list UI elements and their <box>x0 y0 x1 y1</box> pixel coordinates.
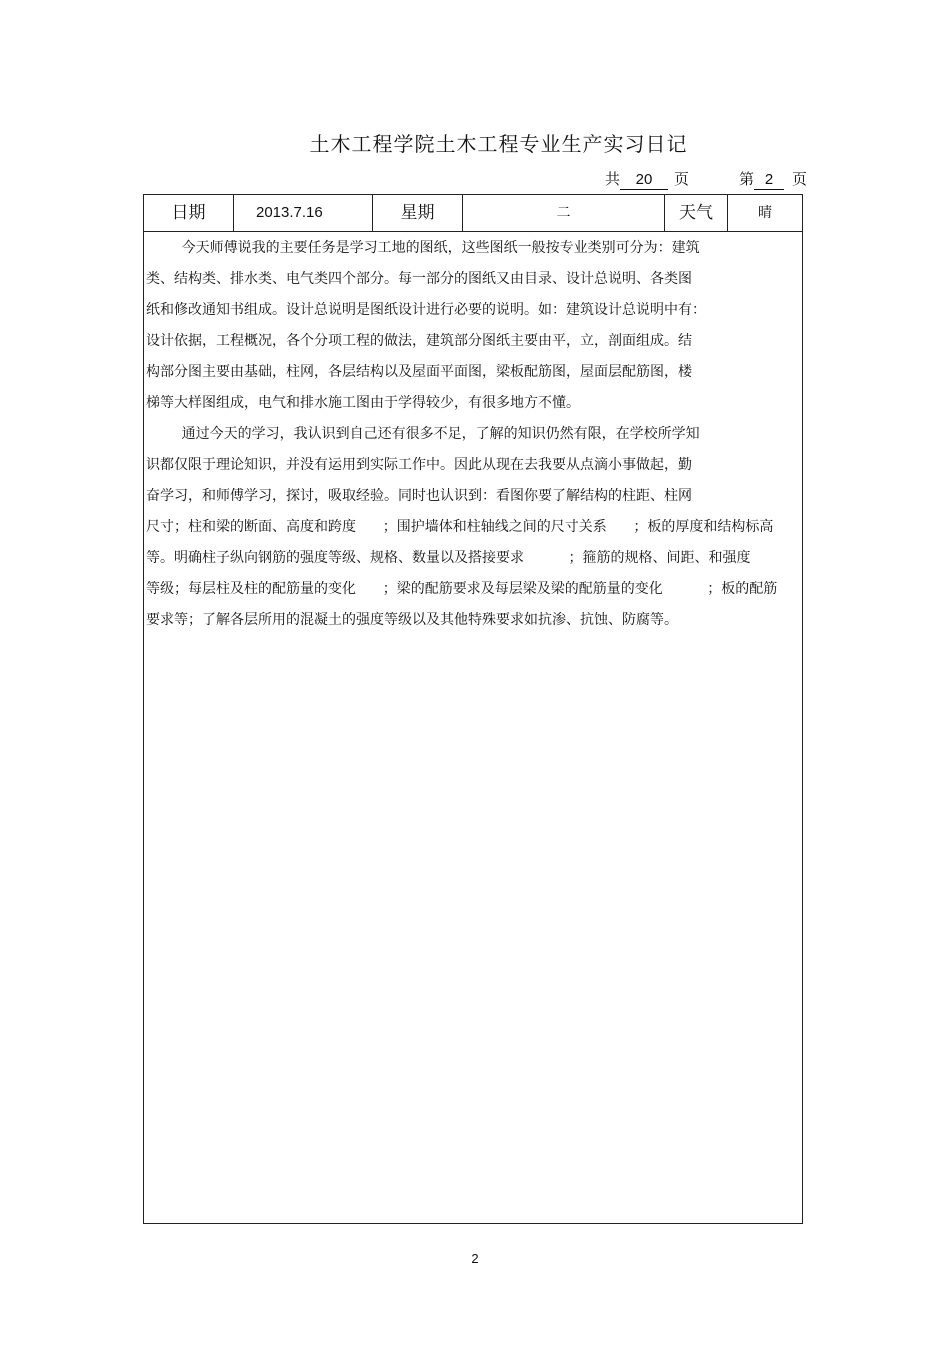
diary-paragraph-2 <box>146 419 798 636</box>
text-line: 构部分图主要由基础，柱网，各层结构以及屋面平面图，梁板配筋图，屋面层配筋图，楼 <box>146 364 692 380</box>
text-line: 尺寸；柱和梁的断面、高度和跨度 ；围护墙体和柱轴线之间的尺寸关系 ；板的厚度和结构标高 <box>146 519 774 535</box>
text-line: 等级；每层柱及柱的配筋量的变化 ；梁的配筋要求及每层梁及梁的配筋量的变化 ；板的配筋 <box>146 581 778 597</box>
date-value: 2013.7.16 <box>234 195 373 231</box>
diary-paragraph-1 <box>146 233 798 419</box>
text-line: 纸和修改通知书组成。设计总说明是图纸设计进行必要的说明。如：建筑设计总说明中有： <box>146 302 706 318</box>
text-line: 通过今天的学习，我认识到自己还有很多不足，了解的知识仍然有限，在学校所学知 <box>146 426 700 442</box>
current-page-prefix: 第 <box>739 170 755 188</box>
page-count <box>605 168 807 190</box>
text-line: 设计依据，工程概况，各个分项工程的做法，建筑部分图纸主要由平，立，剖面组成。结 <box>146 333 692 349</box>
diary-body <box>146 233 798 636</box>
current-page-suffix: 页 <box>792 170 808 188</box>
diary-header-row <box>144 195 802 232</box>
diary-table <box>143 194 803 1224</box>
total-pages-value: 20 <box>620 171 668 190</box>
text-line: 类、结构类、排水类、电气类四个部分。每一部分的图纸又由目录、设计总说明、各类图 <box>146 271 692 287</box>
text-line: 梯等大样图组成，电气和排水施工图由于学得较少，有很多地方不懂。 <box>146 395 580 411</box>
text-line: 识都仅限于理论知识，并没有运用到实际工作中。因此从现在去我要从点滴小事做起，勤 <box>146 457 692 473</box>
total-pages-prefix: 共 <box>605 170 621 188</box>
date-label: 日期 <box>144 195 234 231</box>
text-line: 今天师傅说我的主要任务是学习工地的图纸，这些图纸一般按专业类别可分为：建筑 <box>146 240 700 256</box>
text-line: 奋学习，和师傅学习，探讨，吸取经验。同时也认识到：看图你要了解结构的柱距、柱网 <box>146 488 692 504</box>
text-line: 等。明确柱子纵向钢筋的强度等级、规格、数量以及搭接要求 ；箍筋的规格、间距、和强度 <box>146 550 751 566</box>
current-page-value: 2 <box>754 171 784 190</box>
text-line: 要求等；了解各层所用的混凝土的强度等级以及其他特殊要求如抗渗、抗蚀、防腐等。 <box>146 612 678 628</box>
page-title: 土木工程学院土木工程专业生产实习日记 <box>309 132 688 156</box>
page-number: 2 <box>471 1251 479 1266</box>
weekday-value: 二 <box>463 195 665 231</box>
weekday-label: 星期 <box>373 195 463 231</box>
weather-value: 晴 <box>758 205 772 221</box>
weather-label: 天气 <box>665 195 728 231</box>
total-pages-suffix: 页 <box>674 170 690 188</box>
